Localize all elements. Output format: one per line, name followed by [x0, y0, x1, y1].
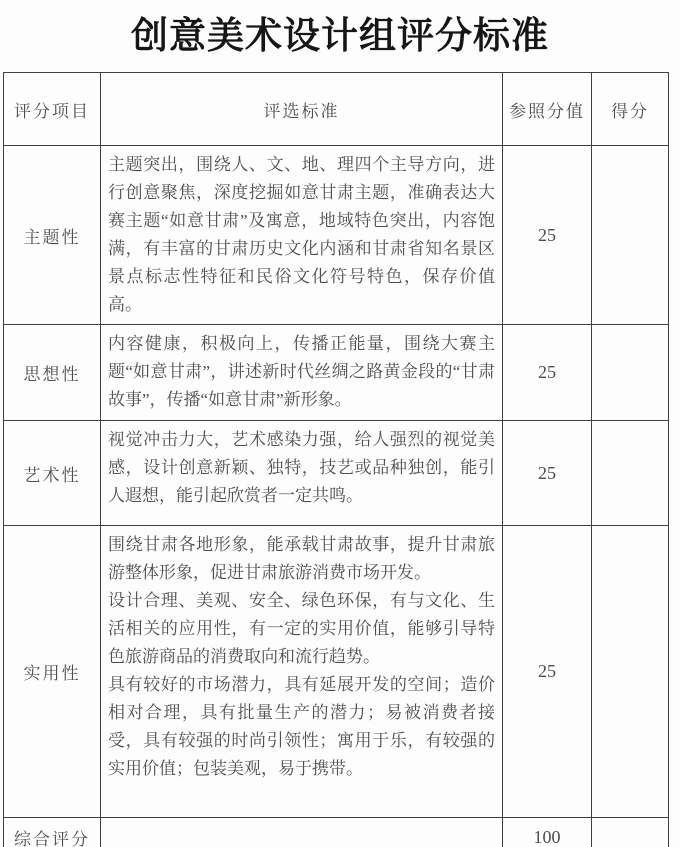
- table-header-row: [4, 73, 669, 146]
- criteria-cell-total: [101, 818, 503, 847]
- scoring-table: [3, 72, 669, 847]
- criteria-cell-practicality: [101, 526, 503, 818]
- criteria-cell-ideology: [101, 325, 503, 421]
- table-row-theme: [4, 146, 669, 325]
- table-row-practicality: [4, 526, 669, 818]
- page-title: 创意美术设计组评分标准: [131, 15, 549, 56]
- table-row-ideology: [4, 325, 669, 421]
- score-cell-theme: [592, 146, 669, 325]
- criteria-paragraph: 设计合理、美观、安全、绿色环保，有与文化、生活相关的应用性，有一定的实用价值，能够引导特色旅游商品的消费取向和流行趋势。: [108, 591, 495, 666]
- score-cell-ideology: [592, 325, 669, 421]
- score-cell-practicality: [592, 526, 669, 818]
- header-score: 得分: [592, 73, 669, 146]
- criteria-cell-theme: [101, 146, 503, 325]
- criteria-paragraph: 内容健康，积极向上，传播正能量，围绕大赛主题“如意甘肃”，讲述新时代丝绸之路黄金段的“甘肃故事”，传播“如意甘肃”新形象。: [108, 334, 495, 409]
- reference-score-practicality: 25: [503, 526, 592, 818]
- header-scoring-item: 评分项目: [4, 73, 101, 146]
- criteria-paragraph: 具有较好的市场潜力，具有延展开发的空间；造价相对合理，具有批量生产的潜力；易被消费者接受，具有较强的时尚引领性；寓用于乐，有较强的实用价值；包装美观，易于携带。: [108, 675, 495, 778]
- reference-score-ideology: 25: [503, 325, 592, 421]
- reference-score-theme: 25: [503, 146, 592, 325]
- row-label-total: 综合评分: [4, 818, 101, 847]
- score-cell-artistry: [592, 421, 669, 526]
- criteria-paragraph: 视觉冲击力大，艺术感染力强，给人强烈的视觉美感，设计创意新颖、独特，技艺或品种独创，能引人遐想，能引起欣赏者一定共鸣。: [108, 430, 495, 505]
- table-row-artistry: [4, 421, 669, 526]
- row-label-theme: 主题性: [4, 146, 101, 325]
- criteria-paragraph: 主题突出，围绕人、文、地、理四个主导方向，进行创意聚焦，深度挖掘如意甘肃主题，准确表达大赛主题“如意甘肃”及寓意，地域特色突出，内容饱满，有丰富的甘肃历史文化内涵和甘肃省知名景区景点标志性特征和民俗文化符号特色，保存价值高。: [108, 155, 495, 314]
- score-cell-total: [592, 818, 669, 847]
- row-label-ideology: 思想性: [4, 325, 101, 421]
- row-label-artistry: 艺术性: [4, 421, 101, 526]
- header-criteria: 评选标准: [101, 73, 503, 146]
- reference-score-artistry: 25: [503, 421, 592, 526]
- table-row-total: [4, 818, 669, 847]
- criteria-paragraph: 围绕甘肃各地形象，能承载甘肃故事，提升甘肃旅游整体形象，促进甘肃旅游消费市场开发。: [108, 535, 495, 582]
- criteria-cell-artistry: [101, 421, 503, 526]
- row-label-practicality: 实用性: [4, 526, 101, 818]
- header-reference-score: 参照分值: [503, 73, 592, 146]
- reference-score-total: 100: [503, 818, 592, 847]
